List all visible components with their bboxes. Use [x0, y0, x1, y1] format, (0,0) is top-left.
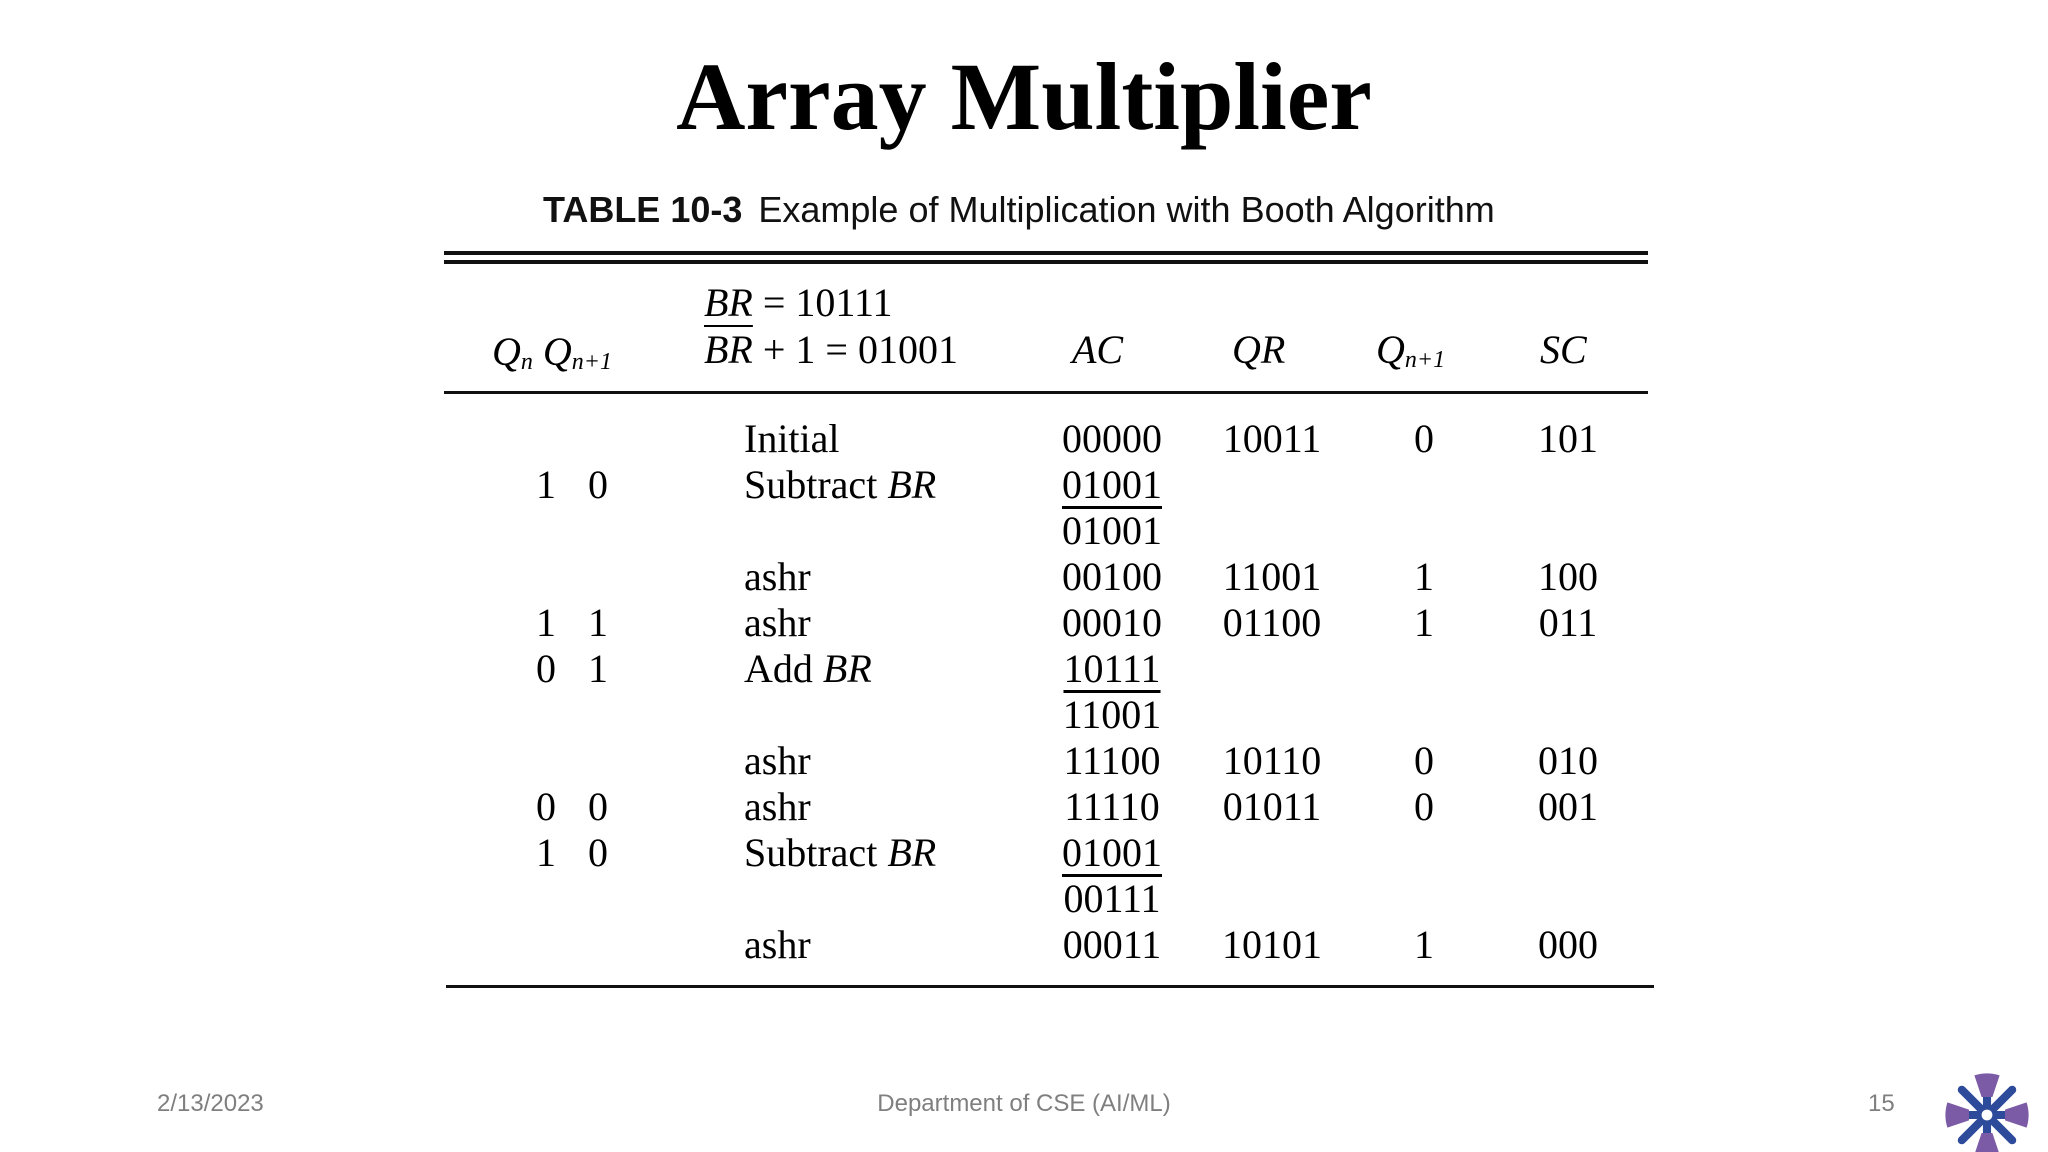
row-operation-var: BR	[887, 830, 937, 875]
row-operation	[744, 646, 872, 692]
row-ac: 00011	[1062, 922, 1162, 967]
header-qn1-letter: Q	[542, 329, 572, 374]
table-caption-text: Example of Multiplication with Booth Algorithm	[758, 189, 1495, 230]
row-qr: 11001	[1222, 554, 1322, 599]
table-bottom-rule	[446, 985, 1654, 988]
row-qr: 01011	[1222, 784, 1322, 829]
row-operation-text: Add	[744, 646, 823, 691]
row-qn: 1	[536, 830, 556, 875]
row-qn1: 0	[588, 462, 608, 507]
row-sc: 010	[1538, 738, 1598, 783]
row-operation-text: ashr	[744, 922, 811, 967]
table-top-rule-second	[444, 260, 1648, 264]
row-operation-text: Subtract	[744, 462, 888, 507]
row-sc: 100	[1538, 554, 1598, 599]
header-qr: QR	[1232, 327, 1286, 372]
row-sc: 001	[1538, 784, 1598, 829]
row-ac: 00000	[1062, 416, 1162, 461]
header-qn-letter: Q	[492, 329, 521, 374]
header-qn-qn1	[492, 328, 612, 386]
row-qr: 10101	[1222, 922, 1322, 967]
row-qn1: 0	[588, 830, 608, 875]
header-brc-var: $\overline{BR}$	[704, 327, 753, 372]
row-operation	[744, 922, 811, 968]
row-operation	[744, 554, 811, 600]
row-operation	[744, 784, 811, 830]
row-operation-var: BR	[822, 646, 872, 691]
row-sc: 011	[1538, 600, 1598, 645]
row-qr: 10110	[1222, 738, 1322, 783]
row-ac: 01001	[1062, 462, 1162, 507]
header-q-sub: n+1	[1404, 347, 1446, 373]
row-ac: 11001	[1062, 692, 1162, 737]
row-operation-text: ashr	[744, 784, 811, 829]
footer-page-number: 15	[1868, 1090, 1895, 1117]
header-brc-value: + 1 = 01001	[752, 327, 958, 372]
row-operation	[744, 462, 936, 508]
table-caption-number: TABLE 10-3	[543, 189, 743, 230]
row-qn1-bit: 1	[1414, 922, 1434, 967]
row-ac: 10111	[1063, 646, 1161, 691]
row-operation-text: ashr	[744, 600, 811, 645]
header-qn-sub: n	[520, 349, 533, 375]
row-qn: 1	[536, 600, 556, 645]
row-qn1: 1	[588, 646, 608, 691]
header-q-n1	[1376, 326, 1445, 384]
header-br	[704, 279, 892, 327]
row-ac: 11100	[1063, 738, 1161, 783]
row-qn1-bit: 1	[1414, 600, 1434, 645]
header-br-var: BR	[704, 280, 753, 325]
row-operation	[744, 830, 936, 876]
row-operation-var: BR	[887, 462, 937, 507]
header-qn1-sub: n+1	[571, 349, 612, 375]
row-qr: 01100	[1222, 600, 1322, 645]
row-sc: 101	[1538, 416, 1598, 461]
header-ac: AC	[1072, 327, 1124, 372]
table-header-rule	[444, 391, 1648, 394]
row-qn1-bit: 0	[1414, 738, 1434, 783]
row-qn1-bit: 1	[1414, 554, 1434, 599]
row-operation	[744, 600, 811, 646]
row-qn1: 0	[588, 784, 608, 829]
row-qn1-bit: 0	[1414, 416, 1434, 461]
row-operation	[744, 416, 840, 462]
row-operation-text: Initial	[744, 416, 840, 461]
table-caption	[543, 188, 1495, 232]
header-br-complement	[704, 326, 958, 374]
footer-department: Department of CSE (AI/ML)	[877, 1090, 1171, 1117]
row-operation-text: ashr	[744, 554, 811, 599]
institution-logo-icon	[1942, 1070, 2032, 1152]
row-operation-text: ashr	[744, 738, 811, 783]
row-operation-text: Subtract	[744, 830, 888, 875]
row-ac: 00100	[1062, 554, 1162, 599]
row-ac: 11110	[1064, 784, 1160, 829]
header-br-value: = 10111	[752, 280, 893, 325]
table-top-rule	[444, 251, 1648, 255]
row-ac: 01001	[1062, 830, 1162, 875]
row-qn: 0	[536, 784, 556, 829]
row-ac: 00111	[1063, 876, 1161, 921]
header-sc: SC	[1540, 327, 1587, 372]
footer-date: 2/13/2023	[157, 1090, 264, 1117]
row-qn: 1	[536, 462, 556, 507]
row-qr: 10011	[1222, 416, 1322, 461]
row-sc: 000	[1538, 922, 1598, 967]
row-qn1-bit: 0	[1414, 784, 1434, 829]
slide-title: Array Multiplier	[676, 43, 1372, 150]
row-operation	[744, 738, 811, 784]
row-ac: 01001	[1062, 508, 1162, 553]
row-qn: 0	[536, 646, 556, 691]
row-qn1: 1	[588, 600, 608, 645]
header-q-letter: Q	[1376, 327, 1405, 372]
row-ac: 00010	[1062, 600, 1162, 645]
